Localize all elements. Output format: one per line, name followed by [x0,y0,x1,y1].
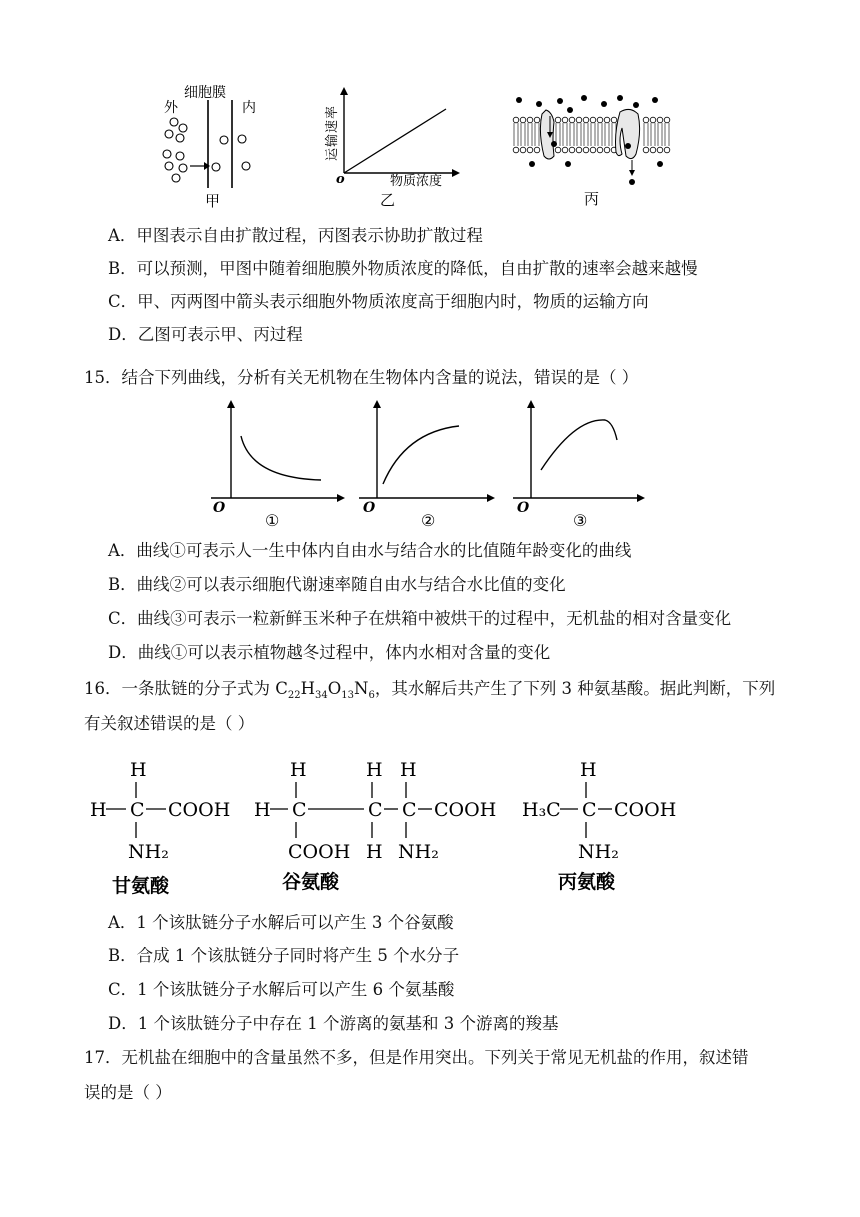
bing-outer-molecules [516,95,658,113]
q14-option-a: A．甲图表示自由扩散过程，丙图表示协助扩散过程 [108,226,483,245]
caption-bing: 丙 [584,190,600,208]
glu-h-top2: H [366,759,383,781]
yi-origin: o [336,172,345,187]
ala-nh2: NH₂ [578,841,619,863]
q15-option-b: B．曲线②可以表示细胞代谢速率随自由水与结合水比值的变化 [108,575,566,594]
amino-acid-structures [84,752,704,900]
label-glutamic-acid: 谷氨酸 [282,871,340,893]
q17-stem-line2: 误的是（ ） [84,1083,172,1102]
origin-1: O [213,500,226,516]
glu-nh2: NH₂ [398,841,439,863]
formula-sub-o: 13 [341,690,354,701]
glu-c1: C [292,799,307,821]
yi-line [344,109,446,173]
q15-option-a: A．曲线①可表示人一生中体内自由水与结合水的比值随年龄变化的曲线 [108,541,632,560]
q15-curves-figure [195,398,655,532]
curve-3 [541,420,617,470]
inside-molecules [212,135,250,171]
formula-sub-c: 22 [287,690,301,701]
carrier-protein-left [540,110,554,159]
q16-option-c: C．1 个该肽链分子水解后可以产生 6 个氨基酸 [108,980,455,999]
glu-cooh-bottom: COOH [288,841,351,863]
gly-h-top: H [130,759,147,781]
membrane-label: 细胞膜 [184,85,226,101]
q16-option-d: D．1 个该肽链分子中存在 1 个游离的氨基和 3 个游离的羧基 [108,1014,559,1033]
glu-h-top1: H [290,759,307,781]
q14-option-c: C．甲、丙两图中箭头表示细胞外物质浓度高于细胞内时，物质的运输方向 [108,292,649,311]
q16-stem-post: ，其水解后共产生了下列 3 种氨基酸。据此判断，下列 [374,679,776,698]
yi-xlabel: 物质浓度 [390,174,443,189]
glu-h-bottom: H [366,841,383,863]
label-glycine: 甘氨酸 [112,875,170,897]
q15-option-d: D．曲线①可以表示植物越冬过程中，体内水相对含量的变化 [108,643,551,662]
ala-cooh: COOH [614,799,677,821]
curve-2 [383,426,459,484]
q16-stem-pre: 16．一条肽链的分子式为 C [84,679,288,698]
caption-jia: 甲 [205,192,221,210]
q14-option-b: B．可以预测，甲图中随着细胞膜外物质浓度的降低，自由扩散的速率会越来越慢 [108,259,698,278]
ala-h-top: H [580,759,597,781]
ala-c: C [582,799,597,821]
formula-sub-h: 34 [315,690,328,701]
bilayer-top [513,117,670,123]
curve-1 [241,436,321,480]
gly-cooh: COOH [168,799,231,821]
glu-h-left: H [254,799,271,821]
q16-option-a: A．1 个该肽链分子水解后可以产生 3 个谷氨酸 [108,913,454,932]
outside-label: 外 [164,100,178,116]
figure-jia [150,82,270,212]
caption-yi: 乙 [380,191,396,209]
glu-c3: C [402,799,417,821]
q16-option-b: B．合成 1 个该肽链分子同时将产生 5 个水分子 [108,946,460,965]
lipid-tails [514,123,669,146]
figure-yi [322,85,462,213]
formula-n: N [354,679,369,698]
gly-h-left: H [90,799,107,821]
q15-option-c: C．曲线③可表示一粒新鲜玉米种子在烘箱中被烘干的过程中，无机盐的相对含量变化 [108,609,732,628]
bilayer-bottom [513,147,670,153]
formula-sub-n: 6 [368,690,375,701]
curve-label-2: ② [421,511,436,530]
gly-c: C [130,799,145,821]
gly-nh2: NH₂ [128,841,169,863]
label-alanine: 丙氨酸 [558,871,616,893]
q16-stem-line2: 有关叙述错误的是（ ） [84,714,255,733]
formula-h: H [300,679,315,698]
glu-h-top3: H [400,759,417,781]
glu-c2: C [368,799,383,821]
q14-option-d: D．乙图可表示甲、丙过程 [108,325,303,344]
curve-label-1: ① [265,511,280,530]
ala-h3c: H₃C [522,799,561,821]
origin-2: O [363,500,376,516]
origin-3: O [517,500,530,516]
q17-stem-line1: 17．无机盐在细胞中的含量虽然不多，但是作用突出。下列关于常见无机盐的作用，叙述错 [84,1048,749,1067]
carrier-protein-right [616,109,640,158]
figure-bing [508,92,676,214]
bing-inner-molecules [529,161,663,185]
q15-stem: 15．结合下列曲线，分析有关无机物在生物体内含量的说法，错误的是（ ） [84,368,639,387]
outside-molecules [163,118,187,182]
curve-label-3: ③ [573,511,588,530]
inside-label: 内 [242,100,256,116]
formula-o: O [327,679,342,698]
glu-cooh-right: COOH [434,799,497,821]
q16-stem [84,677,775,704]
yi-ylabel: 运输速率 [325,104,340,161]
